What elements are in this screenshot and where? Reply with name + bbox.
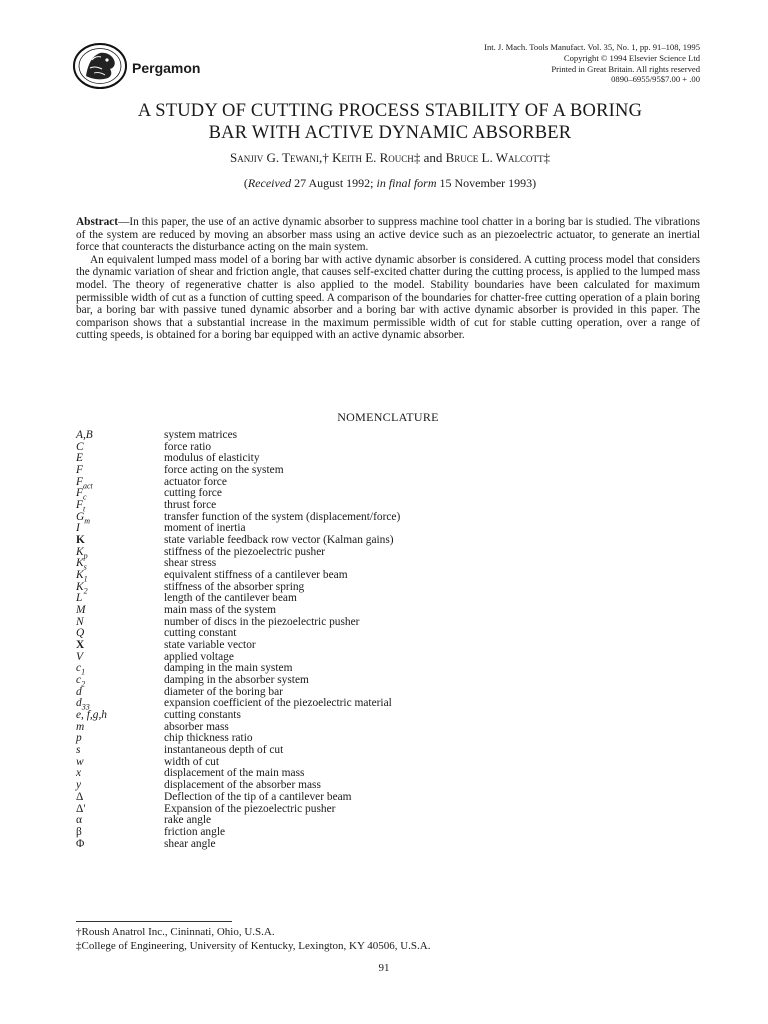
nomenclature-row [76, 442, 636, 454]
nomenclature-row [76, 488, 636, 500]
nomenclature-description: applied voltage [164, 650, 234, 663]
nomenclature-symbol [76, 827, 164, 839]
affiliation-mark-dagger: † [322, 150, 329, 165]
nomenclature-row [76, 663, 636, 675]
abstract-paragraph-2: An equivalent lumped mass model of a boring bar with active dynamic absorber is considered. A cutting process model that considers the dynamic variation of shear and friction angle, that causes self-excited chatter during the cutting process, is applied to the lumped mass model. The theory of regenerative chatter is also applied to the model. Stability boundaries have been calculated for maximum permissible width of cut as a function of cutting speed. A comparison of the boundaries for chatter-free cutting operation of a plain boring bar, a boring bar with passive tuned dynamic absorber and a boring bar with active dynamic absorber is provided in this paper. The comparison shows that a substantial increase in the maximum permissible width of cut for stable cutting operation, over a range of cutting speeds, is obtained for a boring bar equipped with an active dynamic absorber. [76, 253, 700, 342]
nomenclature-row [76, 465, 636, 477]
abstract [76, 216, 700, 342]
nomenclature-row [76, 640, 636, 652]
nomenclature-symbol [76, 663, 164, 675]
nomenclature-symbol [76, 617, 164, 629]
paren-open: ( [243, 176, 248, 190]
nomenclature-symbol [76, 757, 164, 769]
symbol-subscript: p [83, 551, 88, 560]
abstract-label: Abstract [76, 216, 119, 228]
symbol-text: Δ' [76, 802, 86, 815]
nomenclature-description: state variable feedback row vector (Kalman gains) [164, 534, 394, 547]
paren-close: ) [532, 176, 537, 190]
nomenclature-heading: NOMENCLATURE [337, 410, 439, 424]
symbol-text: c [76, 674, 82, 687]
symbol-subscript: m [84, 515, 91, 525]
symbol-text: β [76, 825, 82, 838]
nomenclature-description: moment of inertia [164, 522, 246, 535]
symbol-text: K [76, 569, 84, 582]
nomenclature-description: cutting force [164, 487, 222, 500]
author-conjunction: and [423, 150, 443, 165]
nomenclature-symbol [76, 605, 164, 617]
nomenclature-symbol [76, 512, 164, 524]
symbol-text: F [76, 464, 83, 477]
symbol-text: F [76, 487, 83, 500]
symbol-text: K [76, 557, 84, 570]
journal-info [484, 42, 700, 85]
nomenclature-description: transfer function of the system (displacement/force) [164, 510, 401, 523]
symbol-subscript: 2 [83, 586, 88, 596]
publisher-logo-block [72, 42, 200, 90]
nomenclature-description: chip thickness ratio [164, 732, 253, 745]
author-tewani: Sanjiv G. Tewani, [229, 150, 323, 165]
nomenclature-description: absorber mass [164, 720, 229, 733]
nomenclature-row [76, 733, 636, 745]
abstract-paragraph-1 [76, 216, 700, 254]
nomenclature-list [76, 430, 636, 850]
nomenclature-row [76, 535, 636, 547]
nomenclature-description: displacement of the absorber mass [164, 779, 321, 792]
symbol-text: F [76, 499, 83, 512]
nomenclature-row [76, 804, 636, 816]
symbol-text: A,B [76, 429, 93, 441]
symbol-text: c [76, 662, 82, 675]
nomenclature-description: cutting constant [164, 627, 237, 640]
nomenclature-row [76, 652, 636, 664]
nomenclature-row [76, 827, 636, 839]
nomenclature-description: diameter of the boring bar [164, 685, 283, 698]
footnote-ddagger: ‡College of Engineering, University of Kentucky, Lexington, KY 40506, U.S.A. [76, 940, 431, 952]
nomenclature-symbol [76, 582, 164, 594]
nomenclature-row [76, 617, 636, 629]
author-rouch: Keith E. Rouch [332, 150, 414, 165]
nomenclature-row [76, 453, 636, 465]
nomenclature-description: force ratio [164, 440, 212, 453]
nomenclature-description: Deflection of the tip of a cantilever beam [164, 790, 352, 803]
symbol-text: p [76, 732, 82, 745]
footnotes [76, 925, 431, 953]
abstract-text-1: —In this paper, the use of an active dynamic absorber to suppress machine tool chatter in a boring bar is studied. The vibrations of the system are reduced by moving an absorber mass using an active device such as an piezoelectric actuator, to generate an inertial force that counteracts the disturbance acting on the main system. [76, 216, 700, 254]
nomenclature-symbol [76, 687, 164, 699]
nomenclature-row [76, 675, 636, 687]
nomenclature-description: friction angle [164, 825, 226, 838]
symbol-text: s [76, 744, 81, 757]
nomenclature-symbol [76, 465, 164, 477]
nomenclature-symbol [76, 500, 164, 512]
nomenclature-description: main mass of the system [164, 604, 276, 617]
symbol-subscript: act [82, 480, 93, 490]
nomenclature-row [76, 780, 636, 792]
symbol-text: M [76, 604, 86, 617]
final-form-date: 15 November 1993 [439, 176, 533, 190]
symbol-subscript: c [82, 492, 87, 502]
nomenclature-description: instantaneous depth of cut [164, 744, 284, 757]
nomenclature-symbol [76, 710, 164, 722]
nomenclature-row [76, 768, 636, 780]
nomenclature-row [76, 570, 636, 582]
nomenclature-row [76, 745, 636, 757]
nomenclature-symbol [76, 804, 164, 816]
symbol-text: d [76, 685, 82, 698]
nomenclature-description: width of cut [164, 755, 220, 768]
nomenclature-symbol [76, 430, 164, 442]
symbol-text: E [76, 452, 83, 465]
nomenclature-symbol [76, 675, 164, 687]
nomenclature-description: force acting on the system [164, 464, 284, 477]
title-line-1: A STUDY OF CUTTING PROCESS STABILITY OF A BORING [137, 101, 643, 121]
symbol-text: w [76, 755, 84, 768]
received-dates [60, 176, 720, 191]
nomenclature-row [76, 628, 636, 640]
received-date: 27 August 1992; [294, 176, 374, 190]
nomenclature-symbol [76, 640, 164, 652]
nomenclature-symbol [76, 547, 164, 559]
nomenclature-row [76, 815, 636, 827]
symbol-subscript: 2 [81, 679, 86, 689]
paper-title [60, 100, 720, 144]
nomenclature-row [76, 512, 636, 524]
copyright-line: Copyright © 1994 Elsevier Science Ltd [563, 52, 700, 63]
nomenclature-symbol [76, 733, 164, 745]
symbol-text: C [76, 440, 84, 453]
nomenclature-description: modulus of elasticity [164, 452, 260, 465]
nomenclature-description: equivalent stiffness of a cantilever beam [164, 569, 348, 582]
symbol-text: d [76, 697, 82, 710]
nomenclature-description: state variable vector [164, 639, 256, 652]
nomenclature-row [76, 792, 636, 804]
symbol-subscript: t [82, 504, 86, 514]
symbol-subscript: 33 [81, 702, 90, 712]
author-list [60, 150, 720, 166]
affiliation-mark-ddagger: ‡ [413, 150, 421, 165]
symbol-text: V [76, 650, 83, 663]
nomenclature-description: actuator force [164, 475, 227, 488]
nomenclature-row [76, 477, 636, 489]
nomenclature-description: displacement of the main mass [164, 767, 305, 780]
page-number: 91 [378, 962, 390, 974]
symbol-text: e, f,g,h [76, 709, 108, 722]
nomenclature-symbol [76, 768, 164, 780]
nomenclature-symbol [76, 780, 164, 792]
nomenclature-symbol [76, 442, 164, 454]
nomenclature-symbol [76, 477, 164, 489]
issn-price-line: 0890–6955/95$7.00 + .00 [611, 74, 700, 85]
nomenclature-row [76, 839, 636, 851]
nomenclature-description: Expansion of the piezoelectric pusher [164, 802, 336, 815]
final-form-label: in final form [376, 176, 437, 190]
nomenclature-row [76, 582, 636, 594]
nomenclature-description: length of the cantilever beam [164, 592, 297, 605]
footnote-dagger: †Roush Anatrol Inc., Cininnati, Ohio, U.S.A. [76, 926, 275, 938]
footnote-rule [76, 921, 232, 922]
title-line-2: BAR WITH ACTIVE DYNAMIC ABSORBER [208, 123, 572, 143]
nomenclature-symbol [76, 815, 164, 827]
page-header [72, 42, 700, 92]
nomenclature-symbol [76, 535, 164, 547]
symbol-subscript: 1 [81, 667, 86, 677]
symbol-subscript: 1 [83, 574, 88, 584]
nomenclature-description: stiffness of the absorber spring [164, 580, 305, 593]
nomenclature-symbol [76, 745, 164, 757]
received-label: Received [247, 176, 292, 190]
affiliation-mark-ddagger: ‡ [543, 150, 550, 165]
symbol-text: Δ [76, 790, 84, 803]
nomenclature-description: number of discs in the piezoelectric pusher [164, 615, 360, 628]
nomenclature-row [76, 722, 636, 734]
nomenclature-row [76, 593, 636, 605]
symbol-text: K [76, 545, 84, 558]
nomenclature-row [76, 547, 636, 559]
symbol-text: Q [76, 627, 85, 640]
symbol-text: N [76, 615, 84, 628]
nomenclature-description: shear stress [164, 557, 217, 570]
nomenclature-row [76, 500, 636, 512]
nomenclature-symbol [76, 722, 164, 734]
nomenclature-row [76, 710, 636, 722]
nomenclature-symbol [76, 453, 164, 465]
nomenclature-symbol [76, 570, 164, 582]
publisher-name: Pergamon [132, 60, 201, 76]
nomenclature-symbol [76, 628, 164, 640]
nomenclature-row [76, 757, 636, 769]
nomenclature-row [76, 558, 636, 570]
symbol-subscript: s [83, 562, 87, 572]
nomenclature-description: expansion coefficient of the piezoelectric material [164, 697, 392, 710]
nomenclature-description: rake angle [164, 814, 212, 827]
nomenclature-description: damping in the absorber system [164, 674, 309, 687]
nomenclature-symbol [76, 792, 164, 804]
nomenclature-description: thrust force [164, 499, 217, 512]
symbol-text: y [76, 779, 82, 792]
nomenclature-description: system matrices [164, 429, 238, 441]
symbol-text: X [76, 639, 85, 652]
symbol-text: F [76, 475, 83, 488]
nomenclature-symbol [76, 593, 164, 605]
nomenclature-description: shear angle [164, 837, 216, 850]
nomenclature-row [76, 430, 636, 442]
nomenclature-row [76, 698, 636, 710]
author-walcott: Bruce L. Walcott [445, 150, 544, 165]
nomenclature-symbol [76, 523, 164, 535]
nomenclature-description: damping in the main system [164, 662, 293, 675]
nomenclature-description: stiffness of the piezoelectric pusher [164, 545, 326, 558]
symbol-text: x [76, 767, 82, 780]
nomenclature-row [76, 605, 636, 617]
symbol-text: K [76, 534, 85, 547]
nomenclature-symbol [76, 839, 164, 851]
symbol-text: L [76, 592, 83, 605]
journal-citation: Int. J. Mach. Tools Manufact. Vol. 35, No. 1, pp. 91–108, 1995 [484, 42, 700, 52]
symbol-text: K [76, 580, 84, 593]
nomenclature-description: cutting constants [164, 709, 241, 722]
nomenclature-symbol [76, 488, 164, 500]
symbol-text: G [76, 510, 85, 523]
symbol-text: m [76, 720, 85, 733]
nomenclature-symbol [76, 558, 164, 570]
rights-line: Printed in Great Britain. All rights reserved [551, 63, 700, 74]
symbol-text: α [76, 814, 82, 827]
symbol-text: Φ [76, 837, 85, 850]
symbol-text: I [76, 522, 80, 535]
nomenclature-symbol [76, 652, 164, 664]
pergamon-logo-icon [72, 42, 128, 90]
